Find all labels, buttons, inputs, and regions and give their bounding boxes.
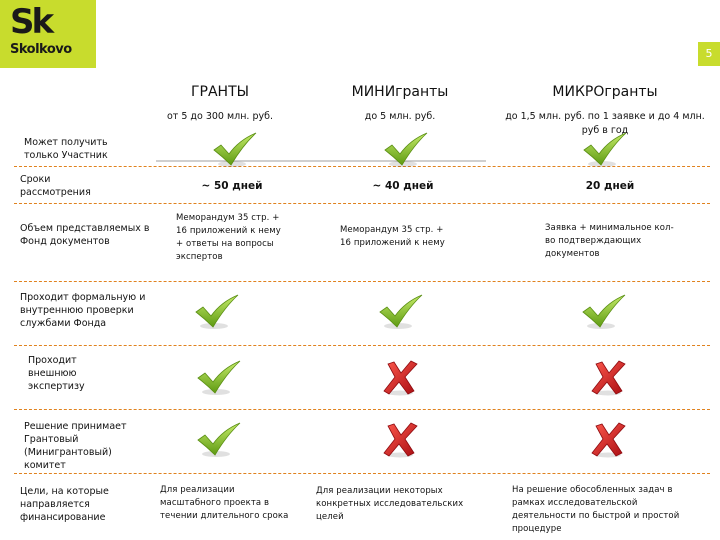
check-icon [581, 294, 627, 330]
check-icon [194, 294, 240, 330]
row-divider [14, 409, 710, 410]
cross-icon [586, 422, 632, 458]
row-divider [14, 473, 710, 474]
cross-icon [586, 360, 632, 396]
row-label-review-time: Сроки рассмотрения [20, 174, 91, 198]
review-days-micrograhts: 20 дней [585, 180, 635, 192]
column-subtitle: от 5 до 300 млн. руб. [166, 111, 273, 122]
column-title: МИКРОгранты [552, 84, 658, 100]
column-header-minigrants [325, 84, 475, 124]
documents-grants: Меморандум 35 стр. + 16 приложений к нему + ответы на вопросы экспертов [176, 213, 281, 262]
check-icon [383, 132, 429, 168]
row-label-committee: Решение принимает Грантовый (Минигрантовый) комитет [24, 421, 127, 471]
logo-mark: Sk [10, 2, 52, 42]
logo-name: Skolkovo [10, 42, 72, 57]
row-divider [14, 203, 710, 204]
goals-grants: Для реализации масштабного проекта в течении длительного срока [160, 485, 289, 521]
cross-icon [378, 360, 424, 396]
check-icon [212, 132, 258, 168]
documents-micrograhts: Заявка + минимальное кол-во подтверждающих документов [545, 223, 674, 259]
row-label-documents: Объем представляемых в Фонд документов [20, 223, 150, 247]
documents-minigrants: Меморандум 35 стр. + 16 приложений к нему [340, 225, 445, 248]
row-divider [14, 281, 710, 282]
column-subtitle: до 5 млн. руб. [364, 111, 436, 122]
goals-micrograhts: На решение обособленных задач в рамках исследовательской деятельности по быстрой и простой процедуре [512, 485, 680, 534]
row-label-external-expertise: Проходит внешнюю экспертизу [28, 355, 85, 392]
check-icon [196, 422, 242, 458]
goals-minigrants: Для реализации некоторых конкретных исследовательских целей [316, 486, 464, 522]
page-number: 5 [698, 42, 720, 66]
skolkovo-logo [0, 0, 96, 68]
header-divider [156, 160, 486, 162]
column-header-grants [150, 84, 290, 124]
row-label-financing-goals: Цели, на которые направляется финансирование [20, 486, 109, 523]
row-label-internal-check: Проходит формальную и внутреннюю проверки службами Фонда [20, 292, 146, 329]
column-title: МИНИгранты [351, 84, 449, 100]
column-header-micrograhts [505, 84, 705, 138]
review-days-minigrants: ~ 40 дней [372, 180, 434, 192]
check-icon [582, 132, 628, 168]
cross-icon [378, 422, 424, 458]
review-days-grants: ~ 50 дней [201, 180, 263, 192]
column-subtitle: до 1,5 млн. руб. по 1 заявке и до 4 млн. руб в год [505, 111, 705, 136]
row-divider [14, 345, 710, 346]
column-title: ГРАНТЫ [191, 84, 249, 100]
check-icon [378, 294, 424, 330]
check-icon [196, 360, 242, 396]
row-label-participant-only: Может получить только Участник [24, 137, 108, 161]
